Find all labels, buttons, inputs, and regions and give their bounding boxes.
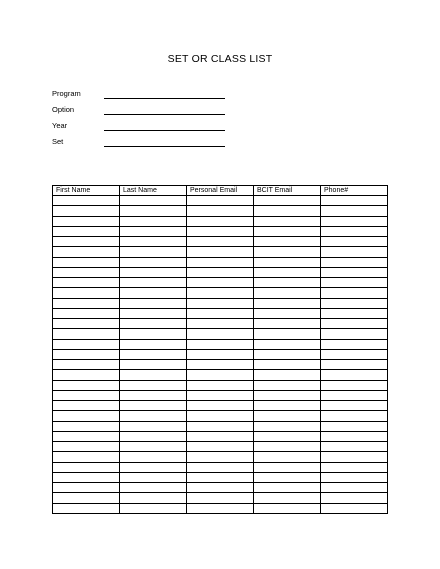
- table-cell[interactable]: [53, 483, 120, 493]
- table-cell[interactable]: [254, 390, 321, 400]
- table-cell[interactable]: [53, 452, 120, 462]
- table-cell[interactable]: [187, 339, 254, 349]
- table-row: [53, 257, 388, 267]
- table-row: [53, 431, 388, 441]
- table-cell[interactable]: [120, 421, 187, 431]
- table-cell[interactable]: [254, 483, 321, 493]
- table-cell[interactable]: [53, 431, 120, 441]
- table-cell[interactable]: [53, 278, 120, 288]
- table-row: [53, 226, 388, 236]
- table-row: [53, 339, 388, 349]
- table-cell[interactable]: [187, 462, 254, 472]
- header-last-name: Last Name: [120, 186, 187, 196]
- table-cell[interactable]: [187, 493, 254, 503]
- table-cell[interactable]: [120, 278, 187, 288]
- table-cell[interactable]: [321, 462, 388, 472]
- option-blank-line[interactable]: [104, 114, 225, 115]
- table-cell[interactable]: [254, 237, 321, 247]
- table-row: [53, 472, 388, 482]
- table-cell[interactable]: [120, 237, 187, 247]
- header-personal-email: Personal Email: [187, 186, 254, 196]
- table-row: [53, 452, 388, 462]
- set-field[interactable]: [52, 137, 232, 149]
- table-cell[interactable]: [120, 247, 187, 257]
- page-title: SET OR CLASS LIST: [167, 53, 273, 65]
- table-cell[interactable]: [321, 196, 388, 206]
- table-cell[interactable]: [254, 308, 321, 318]
- table-cell[interactable]: [53, 390, 120, 400]
- table-cell[interactable]: [120, 360, 187, 370]
- table-cell[interactable]: [120, 380, 187, 390]
- year-blank-line[interactable]: [104, 130, 225, 131]
- table-cell[interactable]: [53, 370, 120, 380]
- table-cell[interactable]: [254, 278, 321, 288]
- table-cell[interactable]: [321, 360, 388, 370]
- table-row: [53, 483, 388, 493]
- table-cell[interactable]: [187, 431, 254, 441]
- table-cell[interactable]: [321, 421, 388, 431]
- table-cell[interactable]: [120, 390, 187, 400]
- table-cell[interactable]: [254, 226, 321, 236]
- table-cell[interactable]: [254, 288, 321, 298]
- table-cell[interactable]: [53, 411, 120, 421]
- table-cell[interactable]: [120, 308, 187, 318]
- table-cell[interactable]: [321, 339, 388, 349]
- table-row: [53, 308, 388, 318]
- table-row: [53, 319, 388, 329]
- table-row: [53, 442, 388, 452]
- table-cell[interactable]: [53, 319, 120, 329]
- table-cell[interactable]: [120, 431, 187, 441]
- table-cell[interactable]: [321, 411, 388, 421]
- table-cell[interactable]: [254, 503, 321, 513]
- table-cell[interactable]: [53, 503, 120, 513]
- table-cell[interactable]: [53, 421, 120, 431]
- table-cell[interactable]: [120, 226, 187, 236]
- table-cell[interactable]: [187, 401, 254, 411]
- table-cell[interactable]: [53, 339, 120, 349]
- table-cell[interactable]: [187, 308, 254, 318]
- table-cell[interactable]: [187, 411, 254, 421]
- table-cell[interactable]: [321, 278, 388, 288]
- table-cell[interactable]: [254, 493, 321, 503]
- year-label: Year: [52, 121, 68, 130]
- table-cell[interactable]: [254, 216, 321, 226]
- table-cell[interactable]: [321, 298, 388, 308]
- table-cell[interactable]: [321, 483, 388, 493]
- table-cell[interactable]: [254, 247, 321, 257]
- table-cell[interactable]: [120, 339, 187, 349]
- table-cell[interactable]: [254, 431, 321, 441]
- table-cell[interactable]: [120, 370, 187, 380]
- table-cell[interactable]: [53, 298, 120, 308]
- table-cell[interactable]: [187, 329, 254, 339]
- table-cell[interactable]: [187, 421, 254, 431]
- table-cell[interactable]: [187, 452, 254, 462]
- table-cell[interactable]: [321, 349, 388, 359]
- option-field[interactable]: [52, 105, 232, 117]
- table-cell[interactable]: [53, 401, 120, 411]
- table-cell[interactable]: [321, 503, 388, 513]
- table-cell[interactable]: [187, 390, 254, 400]
- table-cell[interactable]: [187, 298, 254, 308]
- table-cell[interactable]: [321, 237, 388, 247]
- header-phone: Phone#: [321, 186, 388, 196]
- table-cell[interactable]: [53, 288, 120, 298]
- table-row: [53, 288, 388, 298]
- table-cell[interactable]: [321, 431, 388, 441]
- table-cell[interactable]: [53, 226, 120, 236]
- table-cell[interactable]: [187, 472, 254, 482]
- program-label: Program: [52, 89, 81, 98]
- table-row: [53, 247, 388, 257]
- table-cell[interactable]: [254, 370, 321, 380]
- header-first-name: First Name: [53, 186, 120, 196]
- table-cell[interactable]: [254, 196, 321, 206]
- table-row: [53, 196, 388, 206]
- table-row: [53, 349, 388, 359]
- table-cell[interactable]: [53, 308, 120, 318]
- table-cell[interactable]: [187, 278, 254, 288]
- table-cell[interactable]: [321, 206, 388, 216]
- table-cell[interactable]: [321, 257, 388, 267]
- table-cell[interactable]: [187, 226, 254, 236]
- table-cell[interactable]: [254, 411, 321, 421]
- table-cell[interactable]: [321, 380, 388, 390]
- table-row: [53, 298, 388, 308]
- table-cell[interactable]: [53, 237, 120, 247]
- table-cell[interactable]: [254, 267, 321, 277]
- table-cell[interactable]: [53, 349, 120, 359]
- table-cell[interactable]: [321, 452, 388, 462]
- table-row: [53, 503, 388, 513]
- set-label: Set: [52, 137, 64, 146]
- table-cell[interactable]: [321, 370, 388, 380]
- table-cell[interactable]: [254, 442, 321, 452]
- table-cell[interactable]: [187, 319, 254, 329]
- table-cell[interactable]: [187, 442, 254, 452]
- table-cell[interactable]: [120, 452, 187, 462]
- table-cell[interactable]: [120, 196, 187, 206]
- table-cell[interactable]: [120, 411, 187, 421]
- table-cell[interactable]: [187, 288, 254, 298]
- table-cell[interactable]: [120, 483, 187, 493]
- table-row: [53, 421, 388, 431]
- table-cell[interactable]: [321, 247, 388, 257]
- table-cell[interactable]: [254, 298, 321, 308]
- table-cell[interactable]: [53, 196, 120, 206]
- table-row: [53, 267, 388, 277]
- program-blank-line[interactable]: [104, 98, 225, 99]
- table-row: [53, 390, 388, 400]
- table-cell[interactable]: [53, 257, 120, 267]
- table-cell[interactable]: [53, 206, 120, 216]
- class-list-table: [52, 185, 388, 514]
- table-cell[interactable]: [321, 308, 388, 318]
- table-cell[interactable]: [254, 339, 321, 349]
- program-field[interactable]: [52, 89, 232, 101]
- table-row: [53, 206, 388, 216]
- table-cell[interactable]: [321, 288, 388, 298]
- table-cell[interactable]: [120, 216, 187, 226]
- table-row: [53, 493, 388, 503]
- table-cell[interactable]: [321, 329, 388, 339]
- table-cell[interactable]: [321, 267, 388, 277]
- table-cell[interactable]: [53, 267, 120, 277]
- table-cell[interactable]: [254, 421, 321, 431]
- table-cell[interactable]: [254, 401, 321, 411]
- table-row: [53, 278, 388, 288]
- table-cell[interactable]: [321, 319, 388, 329]
- table-cell[interactable]: [254, 319, 321, 329]
- table-cell[interactable]: [321, 226, 388, 236]
- table-header-row: [53, 186, 388, 196]
- table-cell[interactable]: [120, 401, 187, 411]
- table-cell[interactable]: [120, 442, 187, 452]
- table-cell[interactable]: [120, 503, 187, 513]
- header-bcit-email: BCIT Email: [254, 186, 321, 196]
- table-cell[interactable]: [187, 237, 254, 247]
- table-cell[interactable]: [120, 267, 187, 277]
- year-field[interactable]: [52, 121, 232, 133]
- table-cell[interactable]: [187, 483, 254, 493]
- table-cell[interactable]: [254, 452, 321, 462]
- table-cell[interactable]: [120, 206, 187, 216]
- table-cell[interactable]: [187, 247, 254, 257]
- table-cell[interactable]: [120, 462, 187, 472]
- table-row: [53, 237, 388, 247]
- table-cell[interactable]: [53, 247, 120, 257]
- table-cell[interactable]: [187, 349, 254, 359]
- table-cell[interactable]: [321, 442, 388, 452]
- table-cell[interactable]: [187, 196, 254, 206]
- table-row: [53, 401, 388, 411]
- table-cell[interactable]: [254, 349, 321, 359]
- table-cell[interactable]: [120, 493, 187, 503]
- table-cell[interactable]: [187, 503, 254, 513]
- table-cell[interactable]: [187, 360, 254, 370]
- table-cell[interactable]: [254, 206, 321, 216]
- table-cell[interactable]: [53, 216, 120, 226]
- table-cell[interactable]: [254, 380, 321, 390]
- table-cell[interactable]: [321, 493, 388, 503]
- table-cell[interactable]: [187, 380, 254, 390]
- table-cell[interactable]: [187, 257, 254, 267]
- table-cell[interactable]: [120, 319, 187, 329]
- table-cell[interactable]: [53, 462, 120, 472]
- table-cell[interactable]: [254, 257, 321, 267]
- table-cell[interactable]: [53, 493, 120, 503]
- table-cell[interactable]: [53, 442, 120, 452]
- table-cell[interactable]: [187, 267, 254, 277]
- table-cell[interactable]: [120, 472, 187, 482]
- table-cell[interactable]: [254, 472, 321, 482]
- table-cell[interactable]: [53, 472, 120, 482]
- table-row: [53, 360, 388, 370]
- table-cell[interactable]: [120, 329, 187, 339]
- table-cell[interactable]: [187, 370, 254, 380]
- option-label: Option: [52, 105, 75, 114]
- table-cell[interactable]: [187, 206, 254, 216]
- table-cell[interactable]: [321, 401, 388, 411]
- table-cell[interactable]: [53, 329, 120, 339]
- table-cell[interactable]: [120, 257, 187, 267]
- table-cell[interactable]: [53, 380, 120, 390]
- table-cell[interactable]: [120, 349, 187, 359]
- table-cell[interactable]: [187, 216, 254, 226]
- table-cell[interactable]: [321, 390, 388, 400]
- table-cell[interactable]: [254, 329, 321, 339]
- table-row: [53, 462, 388, 472]
- table-cell[interactable]: [254, 462, 321, 472]
- table-row: [53, 411, 388, 421]
- table-cell[interactable]: [120, 288, 187, 298]
- table-row: [53, 329, 388, 339]
- table-cell[interactable]: [120, 298, 187, 308]
- table-row: [53, 216, 388, 226]
- table-row: [53, 380, 388, 390]
- set-blank-line[interactable]: [104, 146, 225, 147]
- table-cell[interactable]: [321, 472, 388, 482]
- table-cell[interactable]: [254, 360, 321, 370]
- table-cell[interactable]: [53, 360, 120, 370]
- table-row: [53, 370, 388, 380]
- table-cell[interactable]: [321, 216, 388, 226]
